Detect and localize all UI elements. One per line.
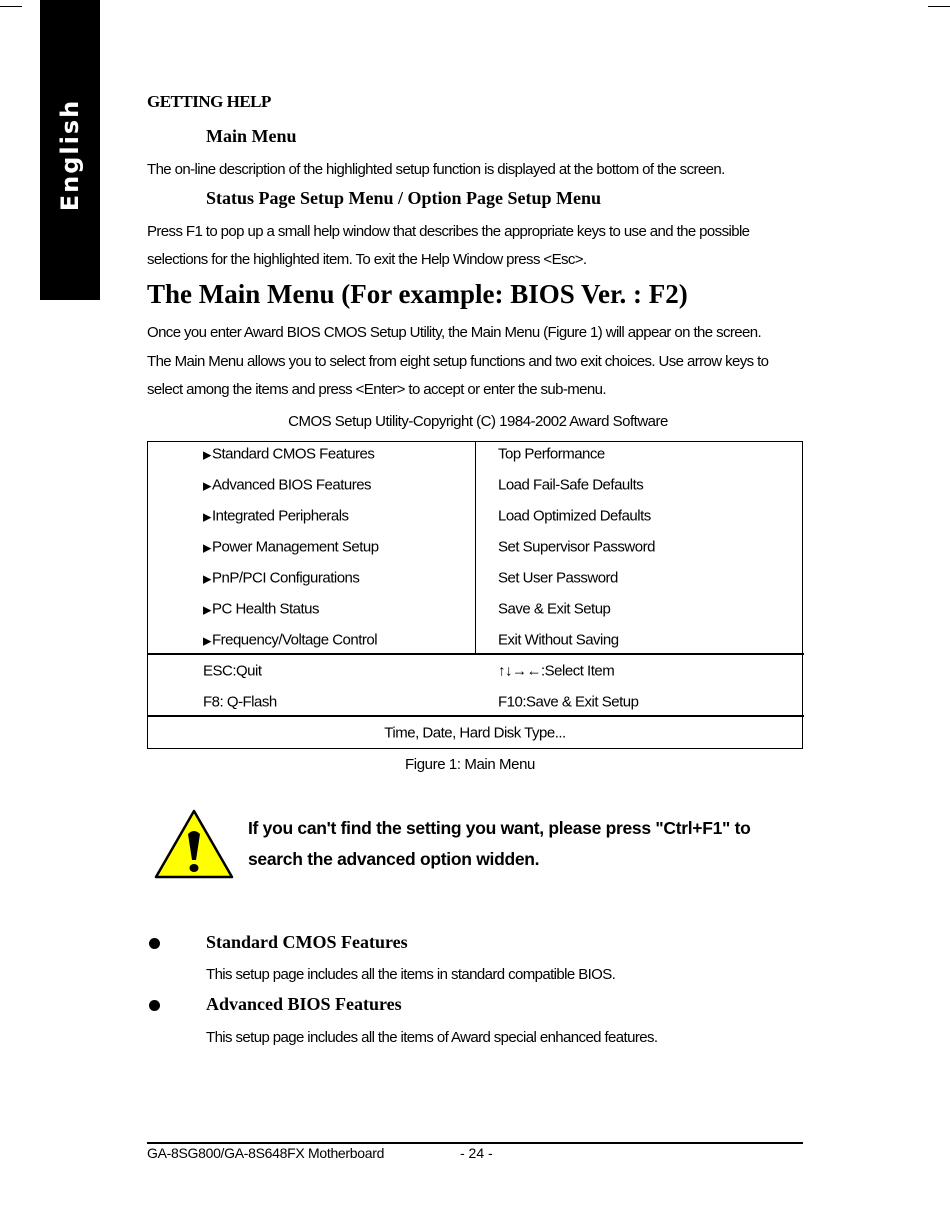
menu-item-right[interactable]: Set Supervisor Password bbox=[498, 538, 655, 556]
page-heading: The Main Menu (For example: BIOS Ver. : F2) bbox=[147, 279, 688, 309]
subheading: Main Menu bbox=[206, 126, 297, 146]
menu-item-label: Standard CMOS Features bbox=[211, 445, 375, 463]
menu-item-left[interactable] bbox=[203, 477, 371, 494]
paragraph: Once you enter Award BIOS CMOS Setup Utility, the Main Menu (Figure 1) will appear on the screen. bbox=[147, 324, 762, 341]
divider bbox=[148, 653, 804, 655]
menu-item-left[interactable] bbox=[203, 601, 319, 618]
footer-rule bbox=[147, 1142, 803, 1144]
key-esc: ESC:Quit bbox=[203, 662, 262, 680]
warning-text: search the advanced option widden. bbox=[248, 849, 540, 869]
footer-model: GA-8SG800/GA-8S648FX Motherboard bbox=[147, 1145, 385, 1161]
key-select: ↑↓→←:Select Item bbox=[498, 662, 615, 680]
section-heading: Advanced BIOS Features bbox=[206, 994, 402, 1014]
paragraph: selections for the highlighted item. To exit the Help Window press <Esc>. bbox=[147, 251, 587, 268]
column-divider bbox=[475, 442, 476, 654]
paragraph: select among the items and press <Enter> to accept or enter the sub-menu. bbox=[147, 381, 606, 398]
language-tab bbox=[40, 0, 100, 300]
menu-item-left[interactable] bbox=[203, 508, 349, 525]
submenu-arrow-icon: ▶ bbox=[203, 449, 211, 462]
menu-item-right[interactable]: Top Performance bbox=[498, 445, 605, 463]
section-heading: Standard CMOS Features bbox=[206, 932, 408, 952]
status-line: Time, Date, Hard Disk Type... bbox=[384, 724, 566, 742]
warning-triangle-icon bbox=[153, 808, 235, 880]
figure-header: CMOS Setup Utility-Copyright (C) 1984-2002 Award Software bbox=[288, 413, 668, 430]
menu-item-label: Power Management Setup bbox=[211, 538, 379, 556]
submenu-arrow-icon: ▶ bbox=[203, 573, 211, 586]
submenu-arrow-icon: ▶ bbox=[203, 542, 211, 555]
bullet-icon bbox=[149, 938, 160, 949]
menu-item-label: Advanced BIOS Features bbox=[211, 476, 372, 494]
menu-item-label: Integrated Peripherals bbox=[211, 507, 349, 525]
section-description: This setup page includes all the items in standard compatible BIOS. bbox=[206, 966, 616, 983]
crop-mark bbox=[0, 6, 22, 7]
menu-item-left[interactable] bbox=[203, 446, 374, 463]
key-f8: F8: Q-Flash bbox=[203, 693, 277, 711]
menu-item-right[interactable]: Load Fail-Safe Defaults bbox=[498, 476, 644, 494]
menu-item-left[interactable] bbox=[203, 570, 359, 587]
bullet-icon bbox=[149, 1000, 160, 1011]
menu-item-label: Frequency/Voltage Control bbox=[211, 631, 378, 649]
paragraph: The Main Menu allows you to select from eight setup functions and two exit choices. Use arrow keys to bbox=[147, 353, 769, 370]
crop-mark bbox=[928, 6, 950, 7]
submenu-arrow-icon: ▶ bbox=[203, 511, 211, 524]
menu-item-right[interactable]: Save & Exit Setup bbox=[498, 600, 611, 618]
menu-item-left[interactable] bbox=[203, 632, 377, 649]
subheading: Status Page Setup Menu / Option Page Setup Menu bbox=[206, 188, 602, 208]
menu-item-right[interactable]: Exit Without Saving bbox=[498, 631, 619, 649]
menu-item-right[interactable]: Set User Password bbox=[498, 569, 618, 587]
section-title: GETTING HELP bbox=[147, 92, 271, 111]
menu-item-left[interactable] bbox=[203, 539, 379, 556]
paragraph: Press F1 to pop up a small help window that describes the appropriate keys to use and the possible bbox=[147, 223, 750, 240]
page-number: - 24 - bbox=[460, 1145, 493, 1161]
paragraph: The on-line description of the highlighted setup function is displayed at the bottom of the screen. bbox=[147, 161, 725, 178]
menu-item-label: PnP/PCI Configurations bbox=[211, 569, 360, 587]
warning-text: If you can't find the setting you want, please press "Ctrl+F1" to bbox=[248, 818, 751, 838]
submenu-arrow-icon: ▶ bbox=[203, 480, 211, 493]
figure-caption: Figure 1: Main Menu bbox=[405, 756, 535, 773]
language-label: English bbox=[56, 98, 84, 212]
menu-item-label: PC Health Status bbox=[211, 600, 320, 618]
submenu-arrow-icon: ▶ bbox=[203, 635, 211, 648]
submenu-arrow-icon: ▶ bbox=[203, 604, 211, 617]
key-f10: F10:Save & Exit Setup bbox=[498, 693, 639, 711]
section-description: This setup page includes all the items of Award special enhanced features. bbox=[206, 1029, 658, 1046]
bios-main-menu-figure bbox=[147, 441, 803, 749]
divider bbox=[148, 715, 804, 717]
menu-item-right[interactable]: Load Optimized Defaults bbox=[498, 507, 651, 525]
